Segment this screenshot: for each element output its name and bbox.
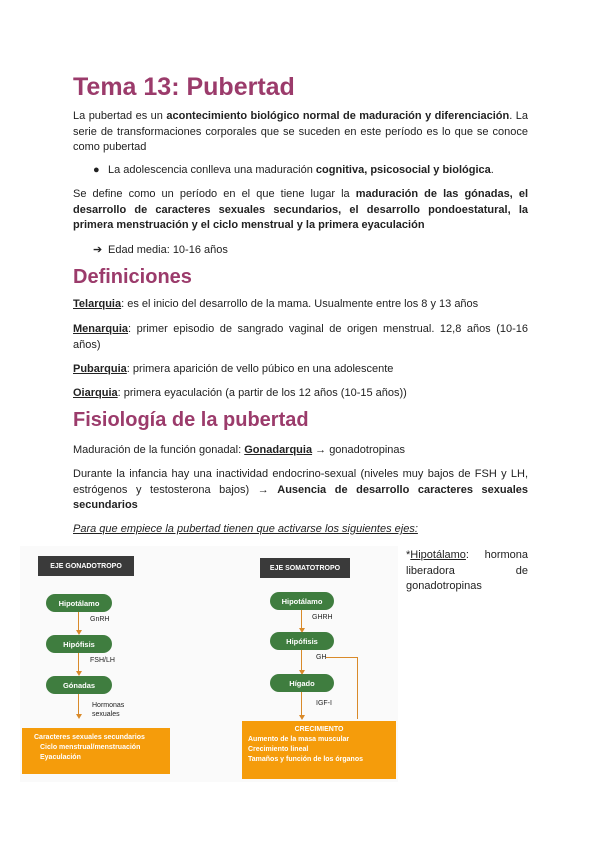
- arrow-line: [357, 657, 358, 719]
- arrow-line: [78, 694, 79, 716]
- ejes-intro: Para que empiece la pubertad tienen que activarse los siguientes ejes:: [73, 523, 418, 535]
- label-ghrh: GHRH: [312, 614, 333, 621]
- label-gh: GH: [316, 654, 327, 661]
- arrow-line: [301, 610, 302, 630]
- result-box-caracteres: [22, 728, 170, 774]
- hormonal-axes-diagram: [20, 546, 398, 782]
- node-hipotalamo-right: Hipotálamo: [270, 592, 334, 610]
- arrow-line: [326, 657, 358, 658]
- result-line: Eyaculación: [40, 754, 81, 761]
- node-gonadas: Gónadas: [46, 676, 112, 694]
- result-line: Caracteres sexuales secundarios: [34, 734, 145, 741]
- intro-paragraph: La pubertad es un acontecimiento biológico normal de maduración y diferenciación. La serie de transformaciones corporales que se suceden en este período es lo que se conoce como pubertad: [73, 110, 528, 153]
- node-hipotalamo-left: Hipotálamo: [46, 594, 112, 612]
- node-higado: Hígado: [270, 674, 334, 692]
- section-heading-fisiologia: Fisiología de la pubertad: [73, 409, 309, 431]
- result-line: Aumento de la masa muscular: [248, 736, 350, 743]
- arrow-down-icon: [76, 714, 82, 719]
- eje-gonadotropo-title: EJE GONADOTROPO: [38, 556, 134, 576]
- arrow-line: [78, 653, 79, 673]
- result-line: Ciclo menstrual/menstruación: [40, 744, 141, 751]
- def-telarquia: Telarquia: es el inicio del desarrollo de la mama. Usualmente entre los 8 y 13 años: [73, 298, 479, 310]
- arrow-line: [301, 650, 302, 672]
- def-oiarquia: Oiarquia: primera eyaculación (a partir de los 12 años (10-15 años)): [73, 387, 407, 399]
- arrow-line: [301, 692, 302, 716]
- result-line: Crecimiento lineal: [248, 746, 309, 753]
- definition-paragraph: Se define como un período en el que tiene lugar la maduración de las gónadas, el desarrollo de caracteres sexuales secundarios, el desarrollo pondoestatural, la primera menstruación y el ciclo menstrual y la primera eyaculación: [73, 188, 528, 231]
- result-line: Tamaños y función de los órganos: [248, 756, 363, 763]
- arrow-down-icon: [299, 715, 305, 720]
- arrow-line: [78, 612, 79, 632]
- def-pubarquia: Pubarquia: primera aparición de vello púbico en una adolescente: [73, 363, 394, 375]
- bullet-item: ● La adolescencia conlleva una maduración cognitiva, psicosocial y biológica.: [93, 164, 494, 176]
- gonadarquia-paragraph: Maduración de la función gonadal: Gonadarquia → gonadotropinas: [73, 444, 406, 456]
- label-hormonas-sexuales: Hormonas sexuales: [92, 702, 125, 718]
- label-gnrh: GnRH: [90, 616, 110, 623]
- page-title: Tema 13: Pubertad: [73, 73, 295, 101]
- side-note: *Hipotálamo: hormona liberadora de gonadotropinas: [406, 549, 528, 592]
- result-title: CRECIMIENTO: [294, 726, 344, 733]
- infancia-paragraph: Durante la infancia hay una inactividad endocrino-sexual (niveles muy bajos de FSH y LH, estrógenos y testosterona bajos) → Ausencia de desarrollo caracteres sexuales secundarios: [73, 468, 528, 511]
- eje-somatotropo-title: EJE SOMATOTROPO: [260, 558, 350, 578]
- node-hipofisis-left: Hipófisis: [46, 635, 112, 653]
- arrow-item: ➔ Edad media: 10-16 años: [93, 244, 228, 256]
- node-hipofisis-right: Hipófisis: [270, 632, 334, 650]
- section-heading-definiciones: Definiciones: [73, 266, 192, 288]
- label-igf-i: IGF-I: [316, 700, 332, 707]
- result-box-crecimiento: [242, 721, 396, 779]
- label-fsh-lh: FSH/LH: [90, 657, 115, 664]
- def-menarquia: Menarquia: primer episodio de sangrado vaginal de origen menstrual. 12,8 años (10-16 años): [73, 323, 528, 351]
- bullet-icon: ●: [93, 164, 100, 176]
- arrow-right-icon: ➔: [93, 244, 103, 256]
